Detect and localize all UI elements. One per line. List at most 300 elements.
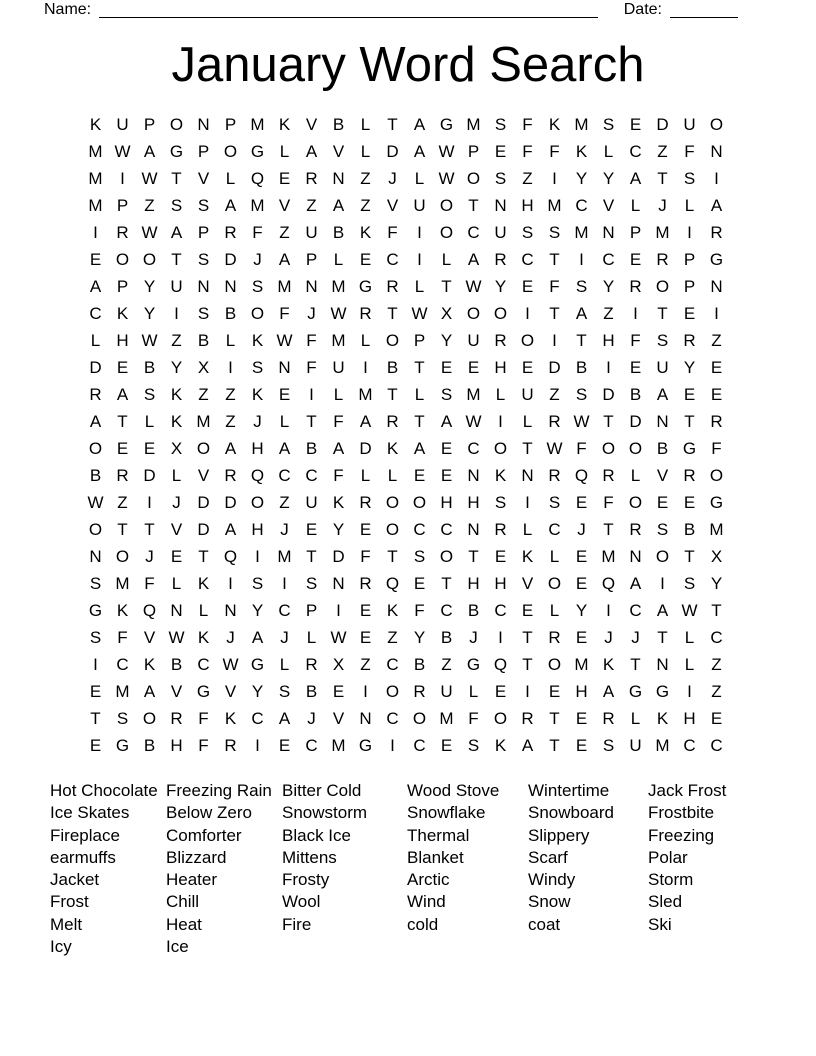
grid-letter: S (440, 384, 453, 404)
grid-letter: O (655, 276, 670, 296)
grid-letter: J (253, 411, 262, 431)
grid-letter: T (171, 249, 182, 269)
grid-letter: Y (575, 168, 588, 188)
grid-letter: F (603, 492, 614, 512)
grid-letter: E (629, 114, 642, 134)
grid-letter: K (224, 708, 237, 728)
grid-letter: F (306, 357, 317, 377)
grid-letter: E (89, 681, 102, 701)
grid-letter: Z (225, 411, 236, 431)
grid-letter: R (602, 465, 615, 485)
grid-letter: E (521, 357, 534, 377)
grid-letter: E (656, 492, 669, 512)
grid-letter: O (250, 492, 265, 512)
grid-letter: I (606, 600, 611, 620)
grid-letter: D (656, 114, 669, 134)
grid-letter: U (494, 222, 507, 242)
grid-letter: W (114, 141, 131, 161)
grid-letter: L (279, 141, 290, 161)
grid-letter: S (656, 330, 669, 350)
grid-letter: E (710, 384, 723, 404)
grid-letter: E (521, 276, 534, 296)
grid-letter: I (525, 492, 530, 512)
grid-letter: L (198, 600, 209, 620)
grid-letter: E (683, 384, 696, 404)
word-list-item: Heat (166, 914, 202, 934)
grid-letter: Z (522, 168, 533, 188)
grid-letter: A (575, 303, 588, 323)
grid-letter: O (385, 681, 400, 701)
grid-letter: R (386, 276, 399, 296)
grid-letter: A (143, 681, 156, 701)
grid-letter: I (660, 573, 665, 593)
grid-letter: K (251, 330, 264, 350)
grid-letter: E (575, 708, 588, 728)
grid-letter: T (603, 411, 614, 431)
grid-letter: U (521, 384, 534, 404)
grid-letter: S (683, 573, 696, 593)
grid-letter: T (549, 735, 560, 755)
grid-letter: U (683, 114, 696, 134)
grid-letter: V (143, 627, 156, 647)
grid-letter: U (170, 276, 183, 296)
word-list-item: Snowstorm (282, 803, 368, 823)
grid-letter: M (196, 411, 211, 431)
grid-letter: O (628, 492, 643, 512)
grid-letter: H (170, 735, 183, 755)
grid-letter: C (386, 249, 399, 269)
grid-letter: B (332, 114, 345, 134)
grid-letter: L (360, 141, 371, 161)
grid-letter: K (143, 654, 156, 674)
grid-letter: I (525, 681, 530, 701)
grid-letter: I (174, 303, 179, 323)
word-list-item: Mittens (282, 847, 337, 867)
grid-letter: S (575, 276, 588, 296)
grid-letter: N (710, 141, 723, 161)
grid-letter: P (224, 114, 237, 134)
grid-letter: L (522, 519, 533, 539)
grid-letter: N (710, 276, 723, 296)
grid-letter: O (466, 168, 481, 188)
grid-letter: V (224, 681, 237, 701)
grid-letter: T (306, 546, 317, 566)
grid-letter: W (141, 168, 158, 188)
grid-letter: R (305, 168, 318, 188)
word-list-item: Hot Chocolate (50, 781, 158, 800)
grid-letter: D (197, 492, 210, 512)
grid-letter: S (305, 573, 318, 593)
grid-letter: I (93, 222, 98, 242)
grid-letter: K (602, 654, 615, 674)
grid-letter: A (413, 438, 426, 458)
grid-letter: B (413, 654, 426, 674)
grid-letter: F (468, 708, 479, 728)
grid-letter: O (385, 330, 400, 350)
grid-letter: C (251, 708, 264, 728)
grid-letter: V (170, 681, 183, 701)
grid-letter: T (630, 654, 641, 674)
grid-letter: Y (143, 303, 156, 323)
grid-letter: Y (170, 357, 183, 377)
grid-letter: G (250, 141, 265, 161)
grid-letter: C (629, 600, 642, 620)
grid-letter: M (277, 546, 292, 566)
grid-letter: Y (251, 600, 264, 620)
grid-letter: U (332, 357, 345, 377)
grid-letter: N (494, 195, 507, 215)
grid-letter: Y (332, 519, 345, 539)
grid-letter: M (574, 222, 589, 242)
grid-letter: D (602, 384, 615, 404)
grid-letter: I (552, 168, 557, 188)
grid-letter: Y (575, 600, 588, 620)
word-list-item: Frost (50, 892, 89, 912)
grid-letter: P (116, 276, 129, 296)
grid-letter: H (116, 330, 129, 350)
grid-letter: S (251, 573, 264, 593)
grid-letter: F (360, 546, 371, 566)
word-list-item: Sled (648, 892, 683, 912)
grid-letter: K (548, 114, 561, 134)
word-list-item: Fire (282, 914, 312, 934)
grid-letter: I (714, 168, 719, 188)
grid-letter: F (387, 222, 398, 242)
grid-letter: E (413, 465, 426, 485)
grid-letter: R (170, 708, 183, 728)
grid-letter: E (440, 357, 453, 377)
grid-letter: O (115, 546, 130, 566)
grid-letter: N (656, 654, 669, 674)
grid-letter: O (493, 303, 508, 323)
grid-letter: E (278, 168, 291, 188)
grid-letter: T (306, 411, 317, 431)
grid-letter: L (225, 330, 236, 350)
grid-letter: I (498, 411, 503, 431)
grid-letter: L (468, 681, 479, 701)
grid-letter: P (467, 141, 480, 161)
grid-letter: I (633, 303, 638, 323)
name-blank-line (99, 2, 598, 18)
grid-letter: Z (279, 222, 290, 242)
grid-letter: T (144, 519, 155, 539)
grid-letter: A (143, 141, 156, 161)
grid-letter: I (417, 222, 422, 242)
grid-letter: C (710, 627, 723, 647)
word-list-item: Freezing (648, 825, 715, 845)
grid-letter: D (332, 546, 345, 566)
grid-letter: N (467, 465, 480, 485)
grid-letter: Z (360, 654, 371, 674)
grid-letter: B (575, 357, 588, 377)
word-list-column (50, 780, 166, 958)
grid-letter: K (197, 573, 210, 593)
grid-letter: D (224, 249, 237, 269)
grid-letter: C (413, 519, 426, 539)
grid-letter: M (574, 114, 589, 134)
grid-letter: H (575, 681, 588, 701)
grid-letter: R (116, 465, 129, 485)
grid-letter: C (197, 654, 210, 674)
grid-letter: B (656, 438, 669, 458)
grid-letter: I (687, 222, 692, 242)
grid-letter: E (359, 519, 372, 539)
grid-letter: C (548, 519, 561, 539)
grid-letter: F (198, 708, 209, 728)
grid-letter: K (89, 114, 102, 134)
grid-letter: E (629, 249, 642, 269)
grid-letter: E (629, 357, 642, 377)
grid-letter: N (170, 600, 183, 620)
grid-letter: G (466, 654, 481, 674)
grid-letter: T (657, 303, 668, 323)
grid-letter: D (197, 519, 210, 539)
grid-letter: L (360, 330, 371, 350)
grid-letter: W (681, 600, 698, 620)
grid-letter: M (88, 168, 103, 188)
grid-letter: R (710, 411, 723, 431)
grid-letter: E (575, 573, 588, 593)
grid-letter: Y (143, 276, 156, 296)
grid-letter: Q (493, 654, 508, 674)
grid-letter: T (171, 168, 182, 188)
grid-letter: Y (440, 330, 453, 350)
grid-letter: N (629, 546, 642, 566)
grid-letter: D (143, 465, 156, 485)
grid-letter: T (387, 303, 398, 323)
grid-letter: E (494, 681, 507, 701)
word-list-item: Wood Stove (407, 781, 500, 800)
grid-letter: T (684, 411, 695, 431)
grid-letter: P (683, 249, 696, 269)
grid-letter: S (170, 195, 183, 215)
grid-letter: L (630, 465, 641, 485)
grid-letter: W (465, 276, 482, 296)
grid-letter: O (115, 249, 130, 269)
grid-letter: I (228, 573, 233, 593)
grid-letter: G (709, 492, 724, 512)
grid-letter: L (441, 249, 452, 269)
grid-letter: Y (413, 627, 426, 647)
grid-letter: I (525, 303, 530, 323)
grid-letter: S (251, 357, 264, 377)
grid-letter: J (280, 627, 289, 647)
grid-letter: T (117, 411, 128, 431)
grid-letter: Y (683, 357, 696, 377)
word-list-column (407, 780, 528, 958)
grid-letter: W (573, 411, 590, 431)
grid-letter: A (224, 519, 237, 539)
grid-letter: F (684, 141, 695, 161)
grid-letter: A (521, 735, 534, 755)
grid-letter: L (414, 384, 425, 404)
grid-letter: X (170, 438, 183, 458)
grid-letter: A (359, 411, 372, 431)
grid-letter: F (522, 114, 533, 134)
grid-letter: N (197, 114, 210, 134)
grid-letter: I (714, 303, 719, 323)
grid-letter: E (359, 627, 372, 647)
grid-letter: K (116, 303, 129, 323)
grid-letter: M (331, 330, 346, 350)
grid-letter: M (358, 384, 373, 404)
grid-letter: W (276, 330, 293, 350)
word-list-item: cold (407, 914, 439, 934)
grid-letter: N (89, 546, 102, 566)
grid-letter: T (441, 276, 452, 296)
grid-letter: P (683, 276, 696, 296)
grid-letter: A (89, 411, 102, 431)
grid-letter: E (521, 600, 534, 620)
grid-letter: A (413, 141, 426, 161)
grid-letter: O (142, 249, 157, 269)
grid-letter: V (332, 141, 345, 161)
grid-letter: O (88, 438, 103, 458)
grid-letter: K (359, 222, 372, 242)
grid-letter: L (684, 627, 695, 647)
grid-letter: O (493, 708, 508, 728)
grid-letter: V (170, 519, 183, 539)
grid-letter: Z (117, 492, 128, 512)
grid-letter: Y (602, 276, 615, 296)
word-list-item: Fireplace (50, 825, 120, 845)
grid-letter: D (386, 141, 399, 161)
grid-letter: R (683, 330, 696, 350)
grid-letter: T (468, 546, 479, 566)
grid-letter: K (170, 411, 183, 431)
grid-letter: W (330, 303, 347, 323)
grid-letter: X (197, 357, 210, 377)
grid-letter: A (224, 438, 237, 458)
grid-letter: F (306, 330, 317, 350)
grid-letter: P (629, 222, 642, 242)
grid-letter: E (494, 546, 507, 566)
grid-letter: J (253, 249, 262, 269)
grid-letter: T (90, 708, 101, 728)
grid-letter: U (467, 330, 480, 350)
word-list-item: Bitter Cold (282, 781, 362, 800)
grid-letter: V (332, 708, 345, 728)
word-list-item: Chill (166, 892, 200, 912)
grid-letter: L (360, 465, 371, 485)
grid-letter: T (576, 330, 587, 350)
grid-letter: Z (306, 195, 317, 215)
grid-letter: Q (142, 600, 157, 620)
grid-letter: A (116, 384, 129, 404)
grid-letter: A (332, 438, 345, 458)
grid-letter: T (657, 627, 668, 647)
grid-letter: G (358, 735, 373, 755)
grid-letter: B (224, 303, 237, 323)
grid-letter: L (144, 411, 155, 431)
grid-letter: Q (250, 168, 265, 188)
word-list-item: Frostbite (648, 803, 715, 823)
word-list-item: Wintertime (528, 781, 610, 800)
grid-letter: I (147, 492, 152, 512)
grid-letter: C (278, 600, 291, 620)
page-title: January Word Search (171, 38, 645, 92)
grid-letter: K (251, 384, 264, 404)
grid-letter: C (116, 654, 129, 674)
grid-letter: H (467, 573, 480, 593)
grid-letter: R (710, 222, 723, 242)
grid-letter: C (575, 195, 588, 215)
grid-letter: Z (171, 330, 182, 350)
grid-letter: Z (198, 384, 209, 404)
grid-letter: M (655, 222, 670, 242)
grid-letter: G (709, 249, 724, 269)
grid-letter: L (603, 141, 614, 161)
grid-letter: B (170, 654, 183, 674)
grid-letter: S (89, 573, 102, 593)
grid-letter: A (332, 195, 345, 215)
grid-letter: A (224, 195, 237, 215)
grid-letter: D (359, 438, 372, 458)
grid-letter: N (359, 708, 372, 728)
grid-letter: C (683, 735, 696, 755)
grid-letter: O (466, 303, 481, 323)
grid-letter: J (469, 627, 478, 647)
word-list-item: Blanket (407, 847, 464, 867)
grid-letter: R (224, 735, 237, 755)
grid-letter: N (656, 411, 669, 431)
grid-letter: R (629, 519, 642, 539)
grid-letter: L (225, 168, 236, 188)
grid-letter: V (386, 195, 399, 215)
grid-letter: S (251, 276, 264, 296)
grid-letter: R (359, 303, 372, 323)
word-list-item: Wind (407, 892, 446, 912)
grid-letter: Y (710, 573, 723, 593)
grid-letter: E (278, 735, 291, 755)
grid-letter: J (172, 492, 181, 512)
grid-letter: E (575, 735, 588, 755)
grid-letter: E (440, 438, 453, 458)
grid-letter: P (413, 330, 426, 350)
grid-letter: N (224, 600, 237, 620)
grid-letter: L (333, 384, 344, 404)
grid-letter: H (494, 357, 507, 377)
grid-letter: K (656, 708, 669, 728)
grid-letter: S (548, 222, 561, 242)
grid-letter: C (710, 735, 723, 755)
word-list-item: Polar (648, 847, 688, 867)
grid-letter: M (115, 573, 130, 593)
grid-letter: G (250, 654, 265, 674)
grid-letter: G (88, 600, 103, 620)
grid-letter: C (521, 249, 534, 269)
grid-letter: E (548, 681, 561, 701)
grid-letter: R (359, 573, 372, 593)
grid-letter: A (467, 249, 480, 269)
grid-letter: C (602, 249, 615, 269)
grid-letter: F (252, 222, 263, 242)
grid-letter: G (169, 141, 184, 161)
grid-letter: J (388, 168, 397, 188)
grid-letter: O (493, 438, 508, 458)
grid-letter: T (549, 708, 560, 728)
grid-letter: F (117, 627, 128, 647)
grid-letter: R (683, 465, 696, 485)
grid-letter: L (279, 654, 290, 674)
grid-letter: R (521, 708, 534, 728)
grid-letter: D (629, 411, 642, 431)
grid-letter: D (548, 357, 561, 377)
grid-letter: T (198, 546, 209, 566)
grid-letter: T (414, 357, 425, 377)
grid-letter: I (93, 654, 98, 674)
grid-letter: X (332, 654, 345, 674)
